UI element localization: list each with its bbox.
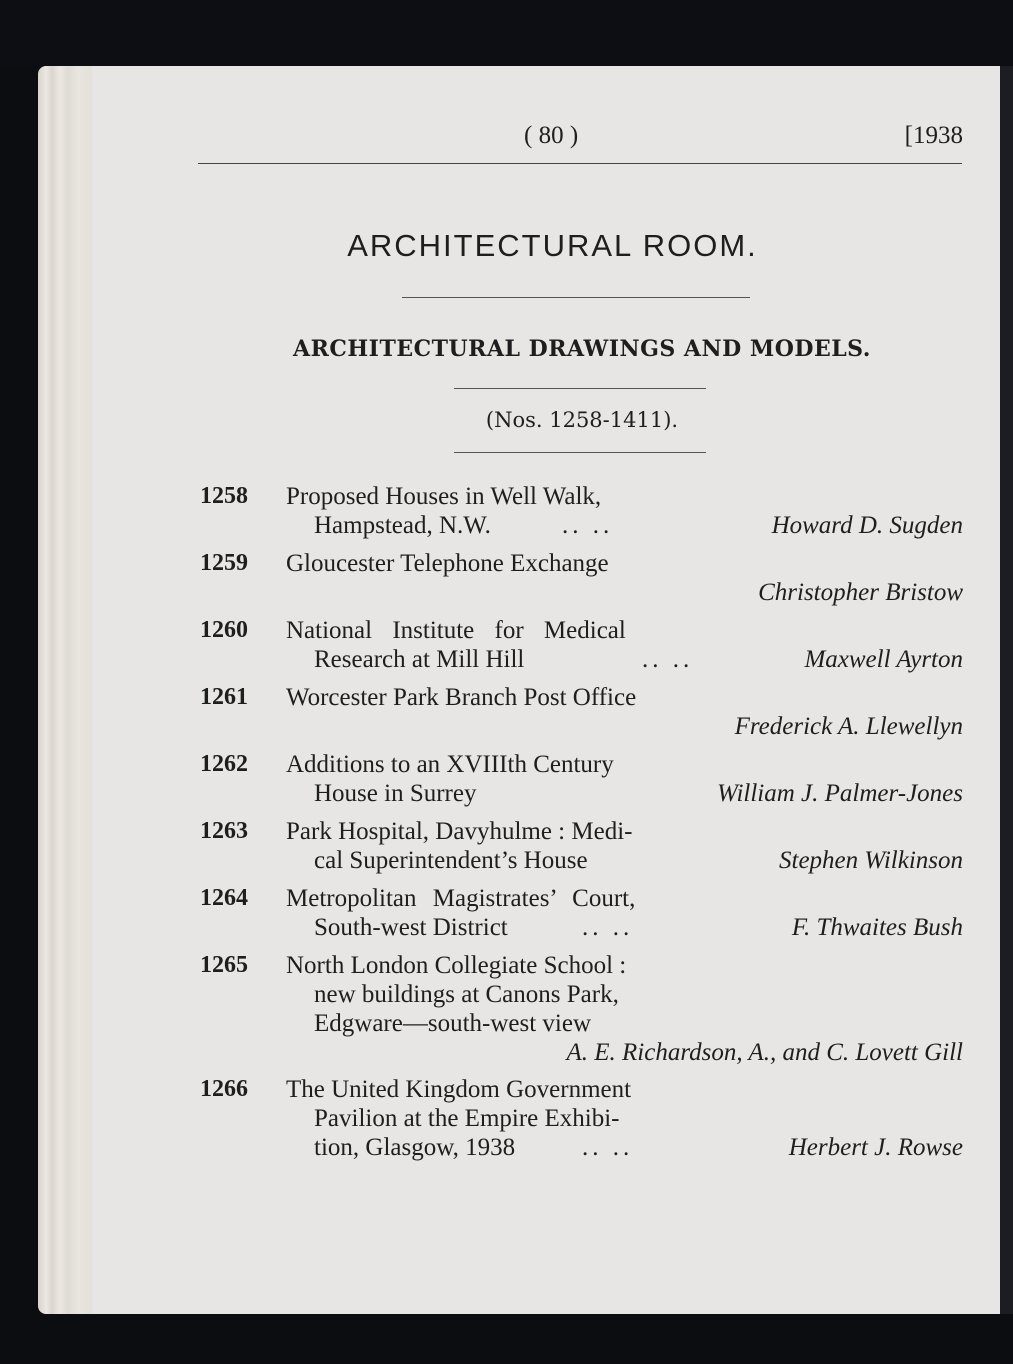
entry-number: 1265: [200, 952, 248, 978]
entry-title-line: Additions to an XVIIIth Century: [286, 751, 614, 778]
entry-architect: Herbert J. Rowse: [788, 1134, 963, 1161]
entry-title-line: tion, Glasgow, 1938: [314, 1134, 516, 1161]
entry-title-line: Edgware—south-west view: [314, 1010, 592, 1037]
divider: [402, 297, 750, 298]
header-year: [1938: [904, 122, 963, 149]
catalogue-entry: [92, 884, 1013, 942]
leader-dots: .. ..: [582, 1134, 634, 1161]
room-title: ARCHITECTURAL ROOM.: [347, 228, 758, 263]
catalogue-page: [92, 66, 1013, 1314]
entry-number: 1263: [200, 818, 248, 844]
leader-dots: .. ..: [642, 646, 694, 673]
divider: [454, 388, 706, 389]
catalogue-entry: [92, 683, 1013, 741]
entry-architect: Howard D. Sugden: [771, 512, 963, 539]
entry-number: 1258: [200, 483, 248, 509]
entry-title-line: Metropolitan Magistrates’ Court,: [286, 885, 636, 912]
entry-architect: William J. Palmer-Jones: [717, 780, 963, 807]
background-right-edge: [1000, 66, 1013, 1314]
entry-architect: F. Thwaites Bush: [791, 914, 963, 941]
entry-title-line: Park Hospital, Davyhulme : Medi-: [286, 818, 633, 845]
entry-title-line: Proposed Houses in Well Walk,: [286, 483, 602, 510]
entry-architect: Stephen Wilkinson: [779, 847, 963, 874]
entry-title-line: The United Kingdom Government: [286, 1076, 632, 1103]
entry-number: 1264: [200, 885, 248, 911]
entry-title-line: North London Collegiate School :: [286, 952, 627, 979]
entry-title-line: Gloucester Telephone Exchange: [286, 550, 609, 577]
entry-title-line: cal Superintendent’s House: [314, 847, 588, 874]
catalogue-entry: [92, 951, 1013, 1067]
entry-title-line: House in Surrey: [314, 780, 477, 807]
catalogue-entry: [92, 616, 1013, 674]
catalogue-entry: [92, 817, 1013, 875]
running-header: [92, 122, 1013, 162]
entry-title-line: Worcester Park Branch Post Office: [286, 684, 637, 711]
entry-title-line: Pavilion at the Empire Exhibi-: [314, 1105, 620, 1132]
entry-architect: Frederick A. Llewellyn: [734, 713, 963, 740]
entry-title-line: Hampstead, N.W.: [314, 512, 491, 539]
section-subtitle: ARCHITECTURAL DRAWINGS AND MODELS.: [293, 336, 871, 362]
entry-number: 1262: [200, 751, 248, 777]
entry-number: 1266: [200, 1076, 248, 1102]
entry-title-line: National Institute for Medical: [286, 617, 626, 644]
entry-number: 1260: [200, 617, 248, 643]
entry-title-line: Research at Mill Hill: [314, 646, 525, 673]
catalogue-entry: [92, 549, 1013, 607]
entry-number: 1261: [200, 684, 248, 710]
leader-dots: .. ..: [562, 512, 614, 539]
background-top: [0, 0, 1013, 66]
entry-title-line: new buildings at Canons Park,: [314, 981, 619, 1008]
leader-dots: .. ..: [582, 914, 634, 941]
catalogue-entry: [92, 1075, 1013, 1162]
entry-title-line: South-west District: [314, 914, 508, 941]
entry-architect: Maxwell Ayrton: [804, 646, 963, 673]
catalogue-entry: [92, 750, 1013, 808]
entry-architect: Christopher Bristow: [758, 579, 963, 606]
entry-architect: A. E. Richardson, A., and C. Lovett Gill: [566, 1039, 963, 1066]
entry-number: 1259: [200, 550, 248, 576]
divider: [454, 452, 706, 453]
page-number: ( 80 ): [524, 122, 579, 149]
number-range: (Nos. 1258-1411).: [485, 408, 679, 432]
header-rule: [198, 163, 962, 164]
catalogue-entry: [92, 482, 1013, 540]
